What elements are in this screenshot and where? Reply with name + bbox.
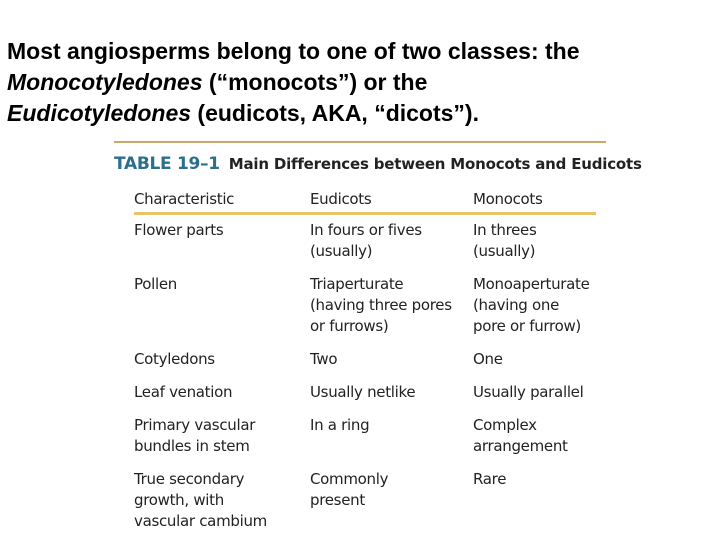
heading-italic-monocotyledones: Monocotyledones xyxy=(7,69,203,95)
cell-line: present xyxy=(310,491,365,509)
cell-line: Commonly xyxy=(310,470,389,488)
cell-line: Two xyxy=(310,350,338,368)
table-row xyxy=(134,469,594,532)
cell-line: Triaperturate xyxy=(310,275,404,293)
cell-characteristic xyxy=(134,220,310,241)
cell-characteristic xyxy=(134,415,310,457)
cell-line: Leaf venation xyxy=(134,383,233,401)
cell-eudicots xyxy=(310,469,473,511)
cell-line: growth, with xyxy=(134,491,224,509)
table-row xyxy=(134,382,594,403)
table-rows xyxy=(134,220,594,532)
cell-line: True secondary xyxy=(134,470,245,488)
table-title: Main Differences between Monocots and Eudicots xyxy=(228,155,642,173)
cell-characteristic xyxy=(134,274,310,295)
cell-monocots xyxy=(473,274,594,337)
cell-line: (usually) xyxy=(473,242,536,260)
cell-line: In fours or fives xyxy=(310,221,422,239)
heading-text-3: (eudicots, AKA, “dicots”). xyxy=(191,100,479,126)
table-number: TABLE 19–1 xyxy=(114,154,220,174)
slide-heading xyxy=(7,36,717,129)
cell-line: Complex xyxy=(473,416,537,434)
cell-line: Pollen xyxy=(134,275,177,293)
header-characteristic: Characteristic xyxy=(134,190,235,208)
cell-line: pore or furrow) xyxy=(473,317,581,335)
cell-line: In a ring xyxy=(310,416,370,434)
cell-line: bundles in stem xyxy=(134,437,250,455)
cell-eudicots xyxy=(310,382,473,403)
cell-line: (usually) xyxy=(310,242,373,260)
cell-eudicots xyxy=(310,415,473,436)
cell-line: Flower parts xyxy=(134,221,224,239)
cell-characteristic xyxy=(134,382,310,403)
table-row xyxy=(134,220,594,262)
cell-line: Usually netlike xyxy=(310,383,416,401)
cell-line: In threes xyxy=(473,221,537,239)
cell-eudicots xyxy=(310,220,473,262)
cell-monocots xyxy=(473,469,594,490)
cell-eudicots xyxy=(310,274,473,337)
cell-characteristic xyxy=(134,349,310,370)
cell-monocots xyxy=(473,415,594,457)
table-top-rule xyxy=(114,141,606,143)
cell-line: Rare xyxy=(473,470,507,488)
table-body xyxy=(134,189,594,544)
header-monocots: Monocots xyxy=(473,190,543,208)
heading-text-1: Most angiosperms belong to one of two classes: the xyxy=(7,38,580,64)
table-row xyxy=(134,274,594,337)
cell-line: Monoaperturate xyxy=(473,275,590,293)
cell-line: Primary vascular xyxy=(134,416,256,434)
cell-monocots xyxy=(473,220,594,262)
cell-line: One xyxy=(473,350,503,368)
cell-monocots xyxy=(473,382,594,403)
table-caption xyxy=(114,154,642,174)
cell-line: Cotyledons xyxy=(134,350,215,368)
cell-characteristic xyxy=(134,469,310,532)
header-eudicots: Eudicots xyxy=(310,190,372,208)
cell-line: Usually parallel xyxy=(473,383,584,401)
heading-text-2: (“monocots”) or the xyxy=(202,69,428,95)
heading-italic-eudicotyledones: Eudicotyledones xyxy=(7,100,192,126)
header-rule xyxy=(134,212,596,215)
cell-line: (having one xyxy=(473,296,560,314)
table-row xyxy=(134,349,594,370)
cell-line: arrangement xyxy=(473,437,568,455)
table-header-row xyxy=(134,189,594,212)
cell-line: or furrows) xyxy=(310,317,389,335)
cell-line: vascular cambium xyxy=(134,512,267,530)
cell-monocots xyxy=(473,349,594,370)
table-row xyxy=(134,415,594,457)
cell-line: (having three pores xyxy=(310,296,452,314)
cell-eudicots xyxy=(310,349,473,370)
